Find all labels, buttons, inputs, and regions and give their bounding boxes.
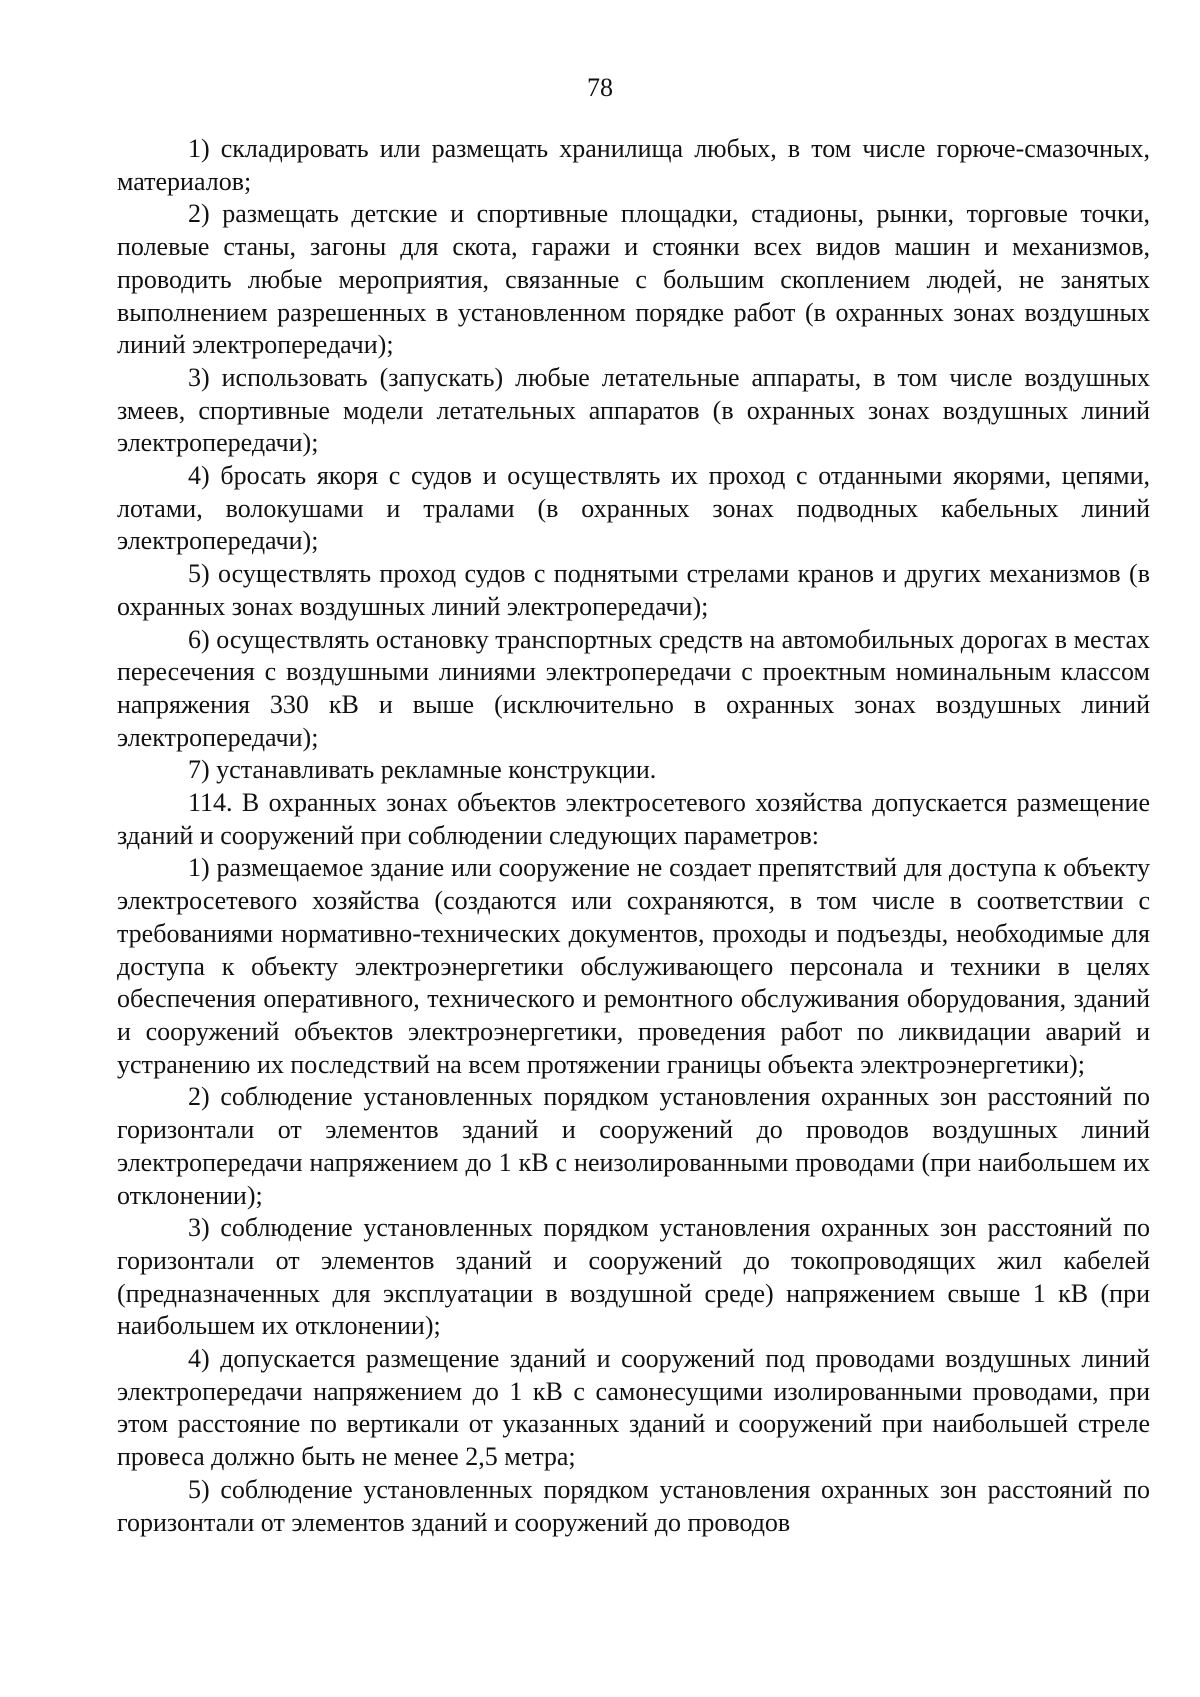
paragraph: 4) бросать якоря с судов и осуществлять их проход с отданными якорями, цепями, лотами, волокушами и тралами (в охранных зонах подводных кабельных линий электропередачи); bbox=[117, 461, 1150, 556]
paragraph: 7) устанавливать рекламные конструкции. bbox=[188, 755, 657, 785]
paragraph: 6) осуществлять остановку транспортных средств на автомобильных дорогах в местах пересечения с воздушными линиями электропередачи с проектным номинальным классом напряжения 330 кВ и выше (исключительно в охранных зонах воздушных линий электропередачи); bbox=[117, 624, 1150, 752]
paragraph: 3) использовать (запускать) любые летательные аппараты, в том числе воздушных змеев, спортивные модели летательных аппаратов (в охранных зонах воздушных линий электропередачи); bbox=[117, 362, 1150, 458]
page-number: 78 bbox=[587, 73, 613, 102]
paragraph: 2) размещать детские и спортивные площадки, стадионы, рынки, торговые точки, полевые станы, загоны для скота, гаражи и стоянки всех видов машин и механизмов, проводить любые мероприятия, связанные с большим скоплением людей, не занятых выполнением разрешенных в установленном порядке работ (в охранных зонах воздушных линий электропередачи); bbox=[117, 199, 1150, 360]
paragraph: 114. В охранных зонах объектов электросетевого хозяйства допускается размещение зданий и сооружений при соблюдении следующих параметров: bbox=[117, 788, 1150, 850]
paragraph: 1) размещаемое здание или сооружение не создает препятствий для доступа к объекту электросетевого хозяйства (создаются или сохраняются, в том числе в соответствии с требованиями нормативно-технических документов, проходы и подъезды, необходимые для доступа к объекту электроэнергетики обслуживающего персонала и техники в целях обеспечения оперативного, технического и ремонтного обслуживания оборудования, зданий и сооружений объектов электроэнергетики, проведения работ по ликвидации аварий и устранению их последствий на всем протяжении границы объекта электроэнергетики); bbox=[117, 853, 1150, 1079]
paragraph: 3) соблюдение установленных порядком установления охранных зон расстояний по горизонтали от элементов зданий и сооружений до токопроводящих жил кабелей (предназначенных для эксплуатации в воздушной среде) напряжением свыше 1 кВ (при наибольшем их отклонении); bbox=[117, 1213, 1150, 1341]
paragraph: 2) соблюдение установленных порядком установления охранных зон расстояний по горизонтали от элементов зданий и сооружений до проводов воздушных линий электропередачи напряжением до 1 кВ с неизолированными проводами (при наибольшем их отклонении); bbox=[117, 1082, 1150, 1210]
paragraph: 5) соблюдение установленных порядком установления охранных зон расстояний по горизонтали от элементов зданий и сооружений до проводов bbox=[117, 1474, 1150, 1537]
paragraph: 1) складировать или размещать хранилища любых, в том числе горюче-смазочных, материалов; bbox=[117, 134, 1150, 196]
paragraph: 4) допускается размещение зданий и сооружений под проводами воздушных линий электропередачи напряжением до 1 кВ с самонесущими изолированными проводами, при этом расстояние по вертикали от указанных зданий и сооружений при наибольшей стреле провеса должно быть не менее 2,5 метра; bbox=[117, 1344, 1150, 1472]
paragraph: 5) осуществлять проход судов с поднятыми стрелами кранов и других механизмов (в охранных зонах воздушных линий электропередачи); bbox=[117, 559, 1150, 621]
document-body bbox=[117, 133, 1150, 1539]
